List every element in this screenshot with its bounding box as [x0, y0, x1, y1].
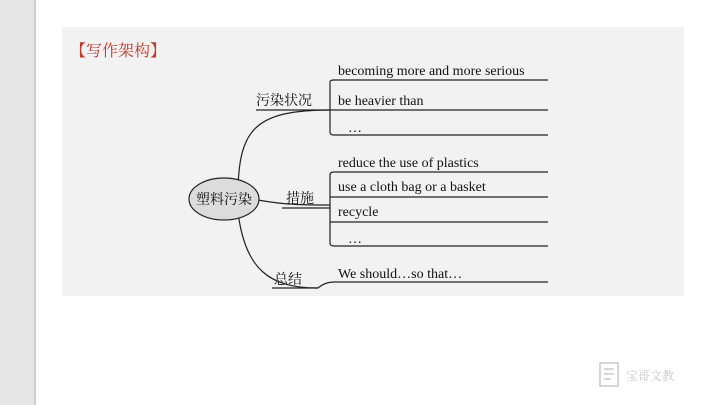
bracket-measures — [330, 172, 334, 246]
measures-item-1: reduce the use of plastics — [338, 156, 479, 171]
measures-item-2: use a cloth bag or a basket — [338, 180, 486, 195]
bracket-status — [330, 80, 334, 135]
measures-item-4: … — [348, 232, 362, 247]
document-icon — [598, 362, 622, 388]
section-header: 【写作架构】 — [70, 41, 167, 60]
summary-item-1: We should…so that… — [338, 267, 463, 282]
status-item-3: … — [348, 121, 362, 136]
status-item-2: be heavier than — [338, 94, 424, 109]
status-item-1: becoming more and more serious — [338, 64, 525, 79]
bracket-summary — [318, 282, 548, 288]
center-node-label: 塑料污染 — [196, 192, 252, 208]
branch-label-summary: 总结 — [274, 272, 302, 288]
branch-label-status: 污染状况 — [256, 93, 312, 109]
watermark-text: 宝哥文教 — [626, 369, 675, 383]
branch-label-measures: 措施 — [286, 191, 314, 207]
connector-status — [238, 110, 330, 187]
watermark-logo — [598, 362, 698, 392]
measures-item-3: recycle — [338, 205, 379, 220]
